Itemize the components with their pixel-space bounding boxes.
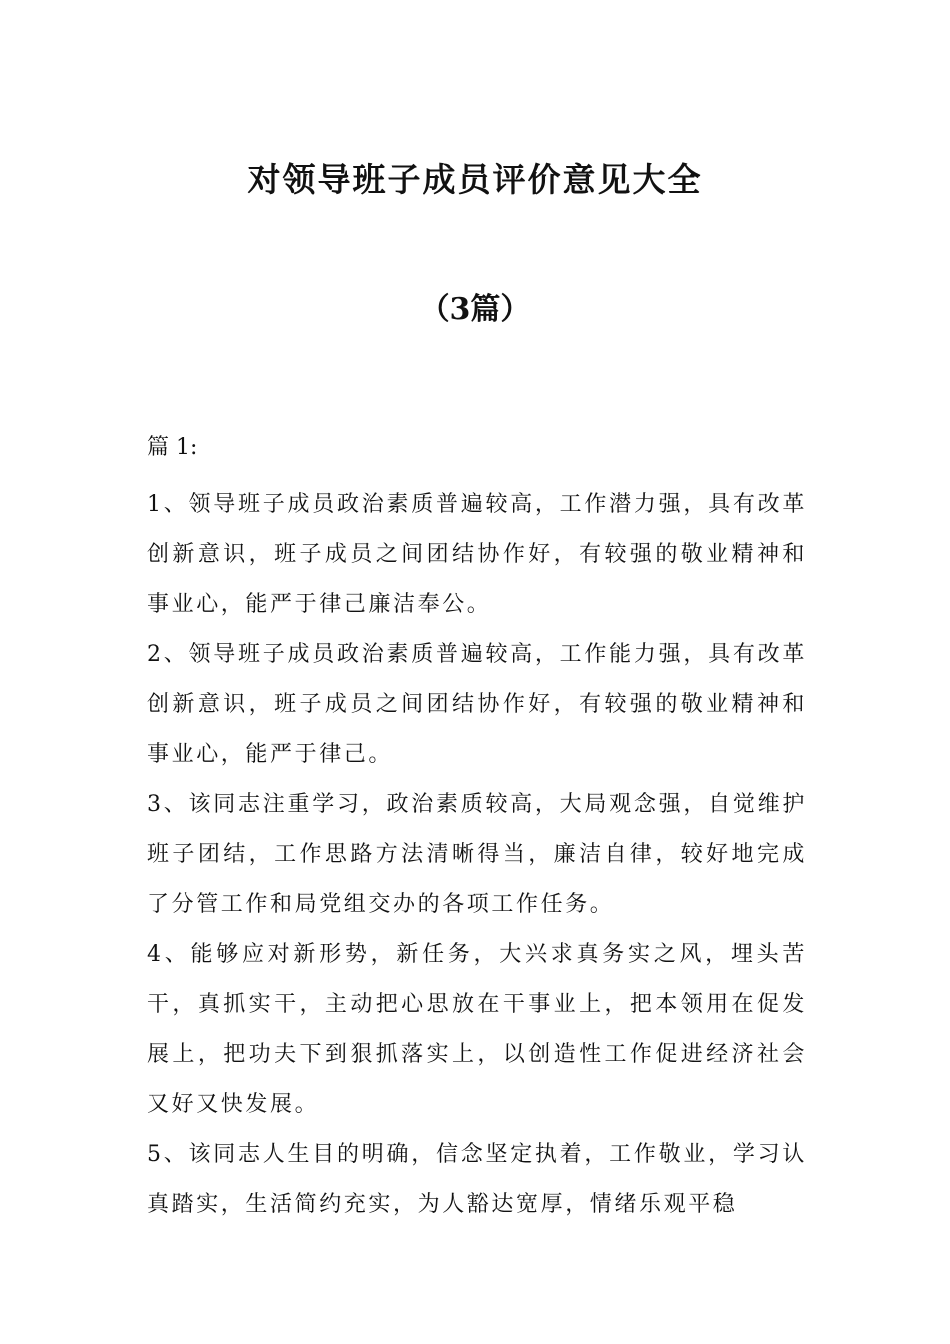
paragraph-4: 4、能够应对新形势，新任务，大兴求真务实之风，埋头苦干，真抓实干，主动把心思放在干事业上，把本领用在促发展上，把功夫下到狠抓落实上，以创造性工作促进经济社会又好又快发展。 (147, 942, 807, 1117)
paragraph-3: 3、该同志注重学习，政治素质较高，大局观念强，自觉维护班子团结，工作思路方法清晰得当，廉洁自律，较好地完成了分管工作和局党组交办的各项工作任务。 (147, 792, 807, 917)
document-body (147, 430, 807, 1230)
paragraph-1: 1、领导班子成员政治素质普遍较高，工作潜力强，具有改革创新意识，班子成员之间团结协作好，有较强的敬业精神和事业心，能严于律己廉洁奉公。 (147, 492, 807, 617)
document-subtitle: （3篇） (419, 292, 531, 327)
paragraph-5: 5、该同志人生目的明确，信念坚定执着，工作敬业，学习认真踏实，生活简约充实，为人豁达宽厚，情绪乐观平稳 (147, 1142, 807, 1217)
paragraph-2: 2、领导班子成员政治素质普遍较高，工作能力强，具有改革创新意识，班子成员之间团结协作好，有较强的敬业精神和事业心，能严于律己。 (147, 642, 807, 767)
section-label: 篇 1: (147, 435, 198, 460)
document-title: 对领导班子成员评价意见大全 (247, 160, 703, 199)
